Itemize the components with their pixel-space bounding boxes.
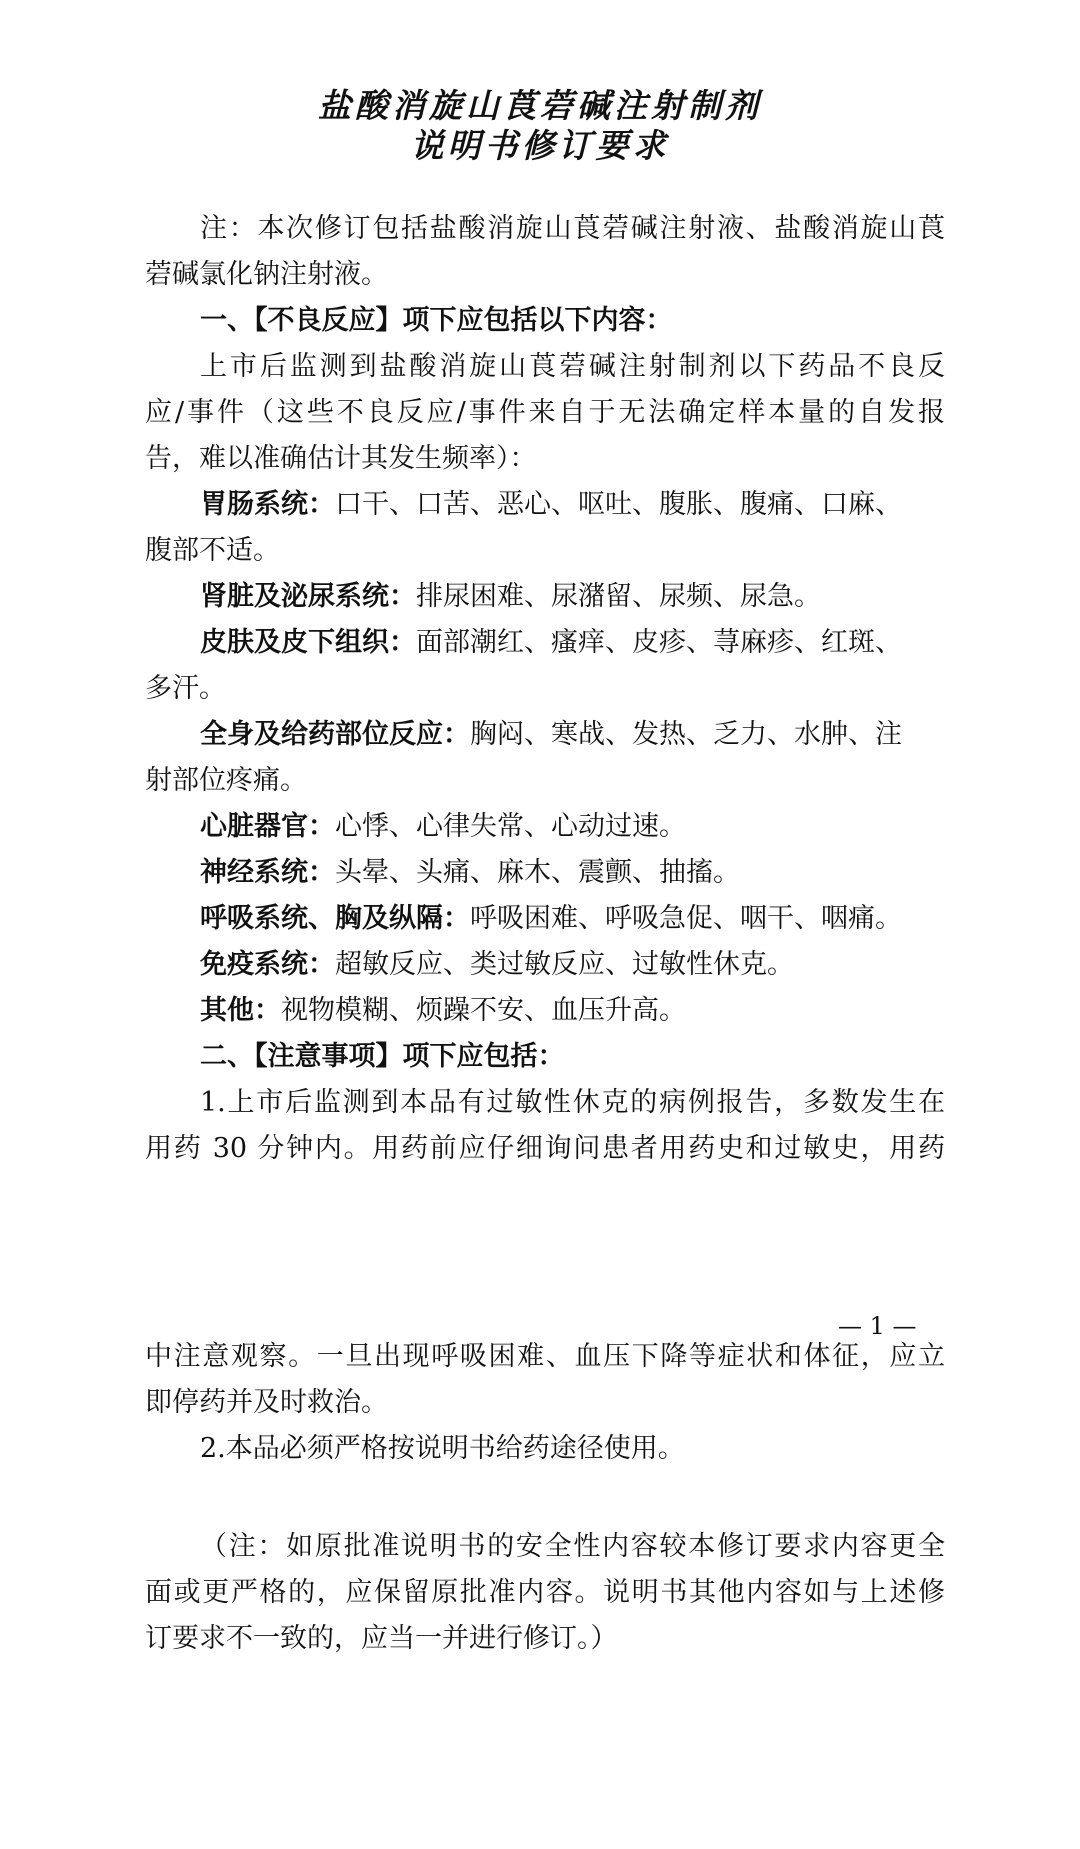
renal-text: 排尿困难、尿潴留、尿频、尿急。 <box>416 581 821 612</box>
renal-label: 肾脏及泌尿系统： <box>200 581 416 612</box>
note-intro-line2: 菪碱氯化钠注射液。 <box>145 259 388 290</box>
closing-note-line3: 订要求不一致的，应当一并进行修订。） <box>145 1623 618 1654</box>
item1-line4: 即停药并及时救治。 <box>145 1387 388 1418</box>
gi-line1 <box>200 488 945 522</box>
item1-line3: 中注意观察。一旦出现呼吸困难、血压下降等症状和体征，应立 <box>145 1341 945 1372</box>
other-line <box>200 994 945 1028</box>
cardiac-line <box>200 810 945 844</box>
note-intro-line1: 注：本次修订包括盐酸消旋山莨菪碱注射液、盐酸消旋山莨 <box>200 213 945 244</box>
general-line1 <box>200 718 945 752</box>
cardiac-label: 心脏器官： <box>200 811 335 842</box>
resp-text: 呼吸困难、呼吸急促、咽干、咽痛。 <box>470 903 902 934</box>
document-title-line1: 盐酸消旋山莨菪碱注射制剂 <box>318 86 762 125</box>
section1-intro-line3: 告，难以准确估计其发生频率）： <box>145 443 537 474</box>
closing-note-line2: 面或更严格的，应保留原批准内容。说明书其他内容如与上述修 <box>145 1577 945 1608</box>
other-label: 其他： <box>200 995 281 1026</box>
item2-line: 2.本品必须严格按说明书给药途径使用。 <box>200 1433 685 1464</box>
gi-text: 口干、口苦、恶心、呕吐、腹胀、腹痛、口麻、 <box>335 489 902 520</box>
immune-line <box>200 948 945 982</box>
nervous-text: 头晕、头痛、麻木、震颤、抽搐。 <box>335 857 740 888</box>
skin-line1 <box>200 626 945 660</box>
nervous-line <box>200 856 945 890</box>
section1-intro-line2: 应/事件（这些不良反应/事件来自于无法确定样本量的自发报 <box>145 397 945 428</box>
general-text: 胸闷、寒战、发热、乏力、水肿、注 <box>470 719 902 750</box>
general-line2: 射部位疼痛。 <box>145 765 307 796</box>
section2-heading: 二、【注意事项】项下应包括： <box>200 1041 565 1072</box>
section1-intro-line1: 上市后监测到盐酸消旋山莨菪碱注射制剂以下药品不良反 <box>200 351 945 382</box>
closing-note-line1: （注：如原批准说明书的安全性内容较本修订要求内容更全 <box>200 1531 945 1562</box>
renal-line <box>200 580 945 614</box>
resp-label: 呼吸系统、胸及纵隔： <box>200 903 470 934</box>
gi-label: 胃肠系统： <box>200 489 335 520</box>
skin-label: 皮肤及皮下组织： <box>200 627 416 658</box>
other-text: 视物模糊、烦躁不安、血压升高。 <box>281 995 686 1026</box>
cardiac-text: 心悸、心律失常、心动过速。 <box>335 811 686 842</box>
skin-line2: 多汗。 <box>145 673 226 704</box>
skin-text: 面部潮红、瘙痒、皮疹、荨麻疹、红斑、 <box>416 627 902 658</box>
gi-line2: 腹部不适。 <box>145 535 280 566</box>
immune-text: 超敏反应、类过敏反应、过敏性休克。 <box>335 949 794 980</box>
general-label: 全身及给药部位反应： <box>200 719 470 750</box>
immune-label: 免疫系统： <box>200 949 335 980</box>
document-title-line2: 说明书修订要求 <box>410 126 670 165</box>
resp-line <box>200 902 945 936</box>
section1-heading: 一、【不良反应】项下应包括以下内容： <box>200 305 673 336</box>
item1-line2: 用药 30 分钟内。用药前应仔细询问患者用药史和过敏史，用药 <box>145 1133 945 1164</box>
nervous-label: 神经系统： <box>200 857 335 888</box>
page-number: — 1 — <box>838 1312 917 1340</box>
item1-line1: 1.上市后监测到本品有过敏性休克的病例报告，多数发生在 <box>200 1087 945 1118</box>
